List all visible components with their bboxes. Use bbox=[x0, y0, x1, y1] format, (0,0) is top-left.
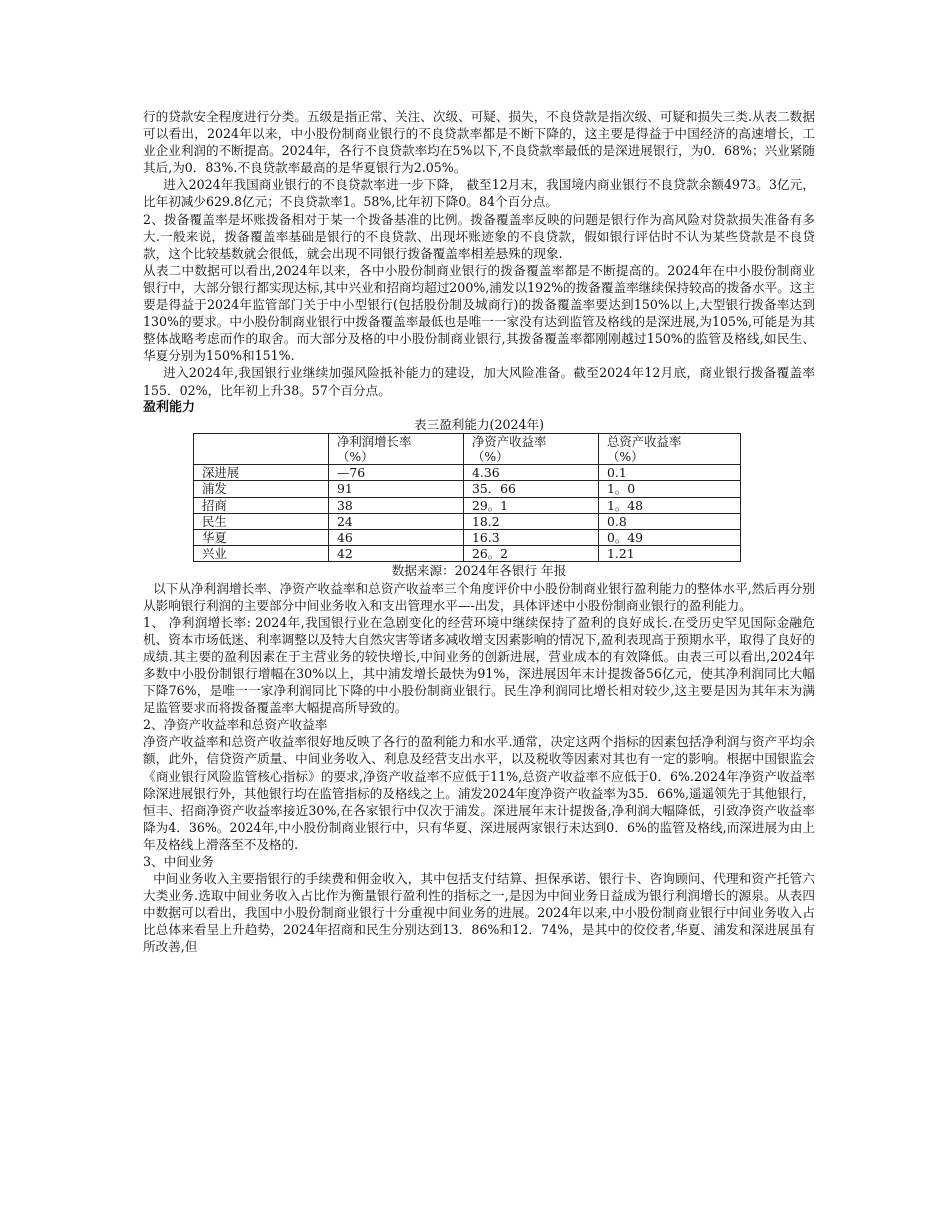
subheading-intermediate-business: 3、中间业务 bbox=[143, 854, 214, 869]
table-row bbox=[194, 513, 741, 529]
net-profit-growth-cell: 38 bbox=[329, 497, 464, 513]
header-cell-roe bbox=[464, 433, 599, 464]
bank-name-cell: 深进展 bbox=[194, 465, 329, 481]
paragraph-net-profit-growth: 1、 净利润增长率: 2024年,我国银行业在急剧变化的经营环境中继续保持了盈利的良好成长.在受历史罕见国际金融危机、资本市场低迷、利率调整以及特大自然灾害等诸多减收增支因素影响的情况下,盈利表现高于预期水平，取得了良好的成绩.其主要的盈利因素在于主营业务的较快增长,中间业务的创新进展，营业成本的有效降低。由表三可以看出,2024年多数中小股份制银行增幅在30%以上，其中浦发增长最快为91%，深进展因年末计提拨备56亿元，使其净利润同比大幅下降76%，是唯一一家净利润同比下降的中小股份制商业银行。民生净利润同比增长相对较少,这主要是因为其年末为满足监管要求而将拨备覆盖率大幅提高所导致的。 bbox=[143, 614, 815, 716]
paragraph-npl-2024: 进入2024年我国商业银行的不良贷款率进一步下降， 截至12月末，我国境内商业银行不良贷款余额4973。3亿元，比年初减少629.8亿元；不良贷款率1。58%,比年初下降0。84个百分点。 bbox=[143, 177, 815, 210]
header-cell-empty bbox=[194, 433, 329, 464]
paragraph-provision-definition: 2、拨备覆盖率是坏账拨备相对于某一个拨备基准的比例。拨备覆盖率反映的问题是银行作为高风险对贷款损失准备有多大.一般来说，拨备覆盖率基础是银行的不良贷款、出现坏账迹象的不良贷款，假如银行评估时不认为某些贷款是不良贷款，这个比较基数就会很低，就会出现不同银行拨备覆盖率相差悬殊的现象. bbox=[143, 211, 815, 261]
roa-cell: 1。0 bbox=[599, 481, 741, 497]
table-source-note: 数据来源：2024年各银行 年报 bbox=[391, 563, 567, 579]
document-page bbox=[143, 108, 815, 956]
roe-cell: 4.36 bbox=[464, 465, 599, 481]
header-cell-roa bbox=[599, 433, 741, 464]
table-row bbox=[194, 546, 741, 562]
roe-cell: 35．66 bbox=[464, 481, 599, 497]
net-profit-growth-cell: 24 bbox=[329, 513, 464, 529]
net-profit-growth-cell: 42 bbox=[329, 546, 464, 562]
paragraph-profitability-intro: 以下从净利润增长率、净资产收益率和总资产收益率三个角度评价中小股份制商业银行盈利能力的整体水平,然后再分别从影响银行利润的主要部分中间业务收入和支出管理水平—-出发，具体评述中小股份制商业银行的盈利能力。 bbox=[143, 580, 815, 613]
roe-cell: 18.2 bbox=[464, 513, 599, 529]
paragraph-npl-classification: 行的贷款安全程度进行分类。五级是指正常、关注、次级、可疑、损失，不良贷款是指次级、可疑和损失三类.从表二数据可以看出，2024年以来，中小股份制商业银行的不良贷款率都是不断下降的，这主要是得益于中国经济的高速增长，工业企业利润的不断提高。2024年，各行不良贷款率均在5%以下,不良贷款率最低的是深进展银行，为0．68%；兴业紧随其后,为0．83%.不良贷款率最高的是华夏银行为2.05%。 bbox=[143, 109, 815, 176]
section-heading-profitability: 盈利能力 bbox=[143, 399, 196, 415]
paragraph-provision-2024: 进入2024年,我国银行业继续加强风险抵补能力的建设，加大风险准备。截至2024年12月底，商业银行拨备覆盖率155．02%，比年初上升38。57个百分点。 bbox=[143, 365, 815, 398]
header-unit: （%） bbox=[472, 448, 509, 464]
net-profit-growth-cell: 91 bbox=[329, 481, 464, 497]
bank-name-cell: 浦发 bbox=[194, 481, 329, 497]
roa-cell: 0.1 bbox=[599, 465, 741, 481]
roa-cell: 0。49 bbox=[599, 530, 741, 546]
net-profit-growth-cell: 46 bbox=[329, 530, 464, 546]
header-label: 净利润增长率 bbox=[337, 433, 412, 449]
paragraph-intermediate-business: 中间业务收入主要指银行的手续费和佣金收入，其中包括支付结算、担保承诺、银行卡、咨询顾问、代理和资产托管六大类业务.选取中间业务收入占比作为衡量银行盈利性的指标之一,是因为中间业务日益成为银行利润增长的源泉。从表四中数据可以看出，我国中小股份制商业银行十分重视中间业务的进展。2024年以来,中小股份制商业银行中间业务收入占比总体来看呈上升趋势，2024年招商和民生分别达到13．86%和12．74%，是其中的佼佼者,华夏、浦发和深进展虽有所改善,但 bbox=[143, 871, 815, 955]
roa-cell: 0.8 bbox=[599, 513, 741, 529]
table-row bbox=[194, 465, 741, 481]
header-label: 净资产收益率 bbox=[472, 433, 547, 449]
bank-name-cell: 招商 bbox=[194, 497, 329, 513]
table-row bbox=[194, 530, 741, 546]
subheading-roe-roa: 2、净资产收益率和总资产收益率 bbox=[143, 717, 328, 733]
bank-name-cell: 华夏 bbox=[194, 530, 329, 546]
roe-cell: 29。1 bbox=[464, 497, 599, 513]
table-row bbox=[194, 497, 741, 513]
table-caption: 表三盈利能力(2024年) bbox=[413, 416, 545, 432]
roe-cell: 16.3 bbox=[464, 530, 599, 546]
table-header-row bbox=[194, 433, 741, 464]
header-unit: （%） bbox=[607, 448, 644, 464]
header-label: 总资产收益率 bbox=[607, 433, 682, 449]
net-profit-growth-cell: —76 bbox=[329, 465, 464, 481]
header-cell-net-profit-growth bbox=[329, 433, 464, 464]
paragraph-roe-roa: 净资产收益率和总资产收益率很好地反映了各行的盈利能力和水平.通常，决定这两个指标的因素包括净利润与资产平均余额，此外，信贷资产质量、中间业务收入、利息及经营支出水平，以及税收等因素对其也有一定的影响。根据中国银监会《商业银行风险监管核心指标》的要求,净资产收益率不应低于11%,总资产收益率不应低于0．6%.2024年净资产收益率除深进展银行外，其他银行均在监管指标的及格线之上。浦发2024年度净资产收益率为35．66%,遥遥领先于其他银行，恒丰、招商净资产收益率接近30%,在各家银行中仅次于浦发。深进展年末计提拨备,净利润大幅降低，引致净资产收益率降为4．36%。2024年,中小股份制商业银行中，只有华夏、深进展两家银行未达到0．6%的监管及格线,而深进展为由上年及格线上滑落至不及格的. bbox=[143, 734, 815, 852]
paragraph-provision-analysis: 从表二中数据可以看出,2024年以来，各中小股份制商业银行的拨备覆盖率都是不断提高的。2024年在中小股份制商业银行中，大部分银行都实现达标,其中兴业和招商均超过200%,浦发以192%的拨备覆盖率继续保持较高的拨备水平。这主要是得益于2024年监管部门关于中小型银行(包括股份制及城商行)的拨备覆盖率要达到150%以上,大型银行拨备率达到130%的要求。中小股份制商业银行中拨备覆盖率最低也是唯一一家没有达到监管及格线的是深进展,为105%,可能是为其整体战略考虑而作的取舍。而大部分及格的中小股份制商业银行,其拨备覆盖率都刚刚越过150%的监管及格线,如民生、华夏分别为150%和151%. bbox=[143, 262, 815, 364]
profitability-table bbox=[193, 433, 741, 563]
roa-cell: 1。48 bbox=[599, 497, 741, 513]
roa-cell: 1.21 bbox=[599, 546, 741, 562]
roe-cell: 26。2 bbox=[464, 546, 599, 562]
bank-name-cell: 民生 bbox=[194, 513, 329, 529]
bank-name-cell: 兴业 bbox=[194, 546, 329, 562]
header-unit: （%） bbox=[337, 448, 374, 464]
table-row bbox=[194, 481, 741, 497]
